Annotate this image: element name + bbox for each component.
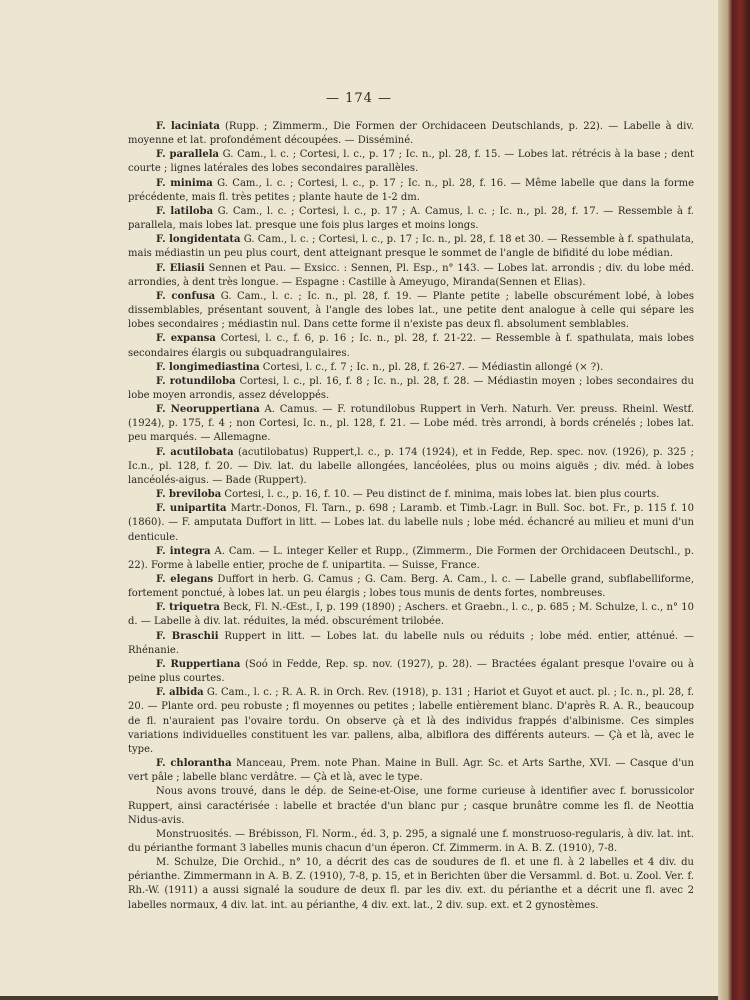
form-name: F. longidentata [156, 234, 241, 246]
form-name: F. acutilobata [156, 446, 234, 458]
entry [128, 686, 694, 757]
page-number: — 174 — [325, 91, 393, 106]
entry [128, 630, 694, 658]
entry [128, 573, 694, 601]
form-name: F. Eliasii [156, 262, 205, 274]
entry [128, 148, 694, 176]
form-name: F. parallela [156, 149, 219, 161]
entry-text: Cortesi, l. c., f. 7 ; Ic. n., pl. 28, f. 26-27. — Médiastin allongé (× ?). [259, 361, 604, 373]
entry [128, 502, 694, 544]
entry-text: A. Cam. — L. integer Keller et Rupp., (Zimmerm., Die Formen der Orchidaceen Deutschl., p. 22). Forme à labelle entier, proche de f. unipartita. — Suisse, France. [128, 545, 694, 571]
entry [128, 120, 694, 148]
entry [128, 233, 694, 261]
entry-text: Sennen et Pau. — Exsicc. : Sennen, Pl. Esp., n° 143. — Lobes lat. arrondis ; div. du lobe méd. arrondies, à dent très longue. — Espagne : Castille à Ameyugo, Miranda(Sennen et Elias). [128, 262, 694, 288]
form-name: F. breviloba [156, 489, 222, 501]
entry-text: (Rupp. ; Zimmerm., Die Formen der Orchidaceen Deutschlands, p. 22). — Labelle à div. moyenne et lat. profondément découpées. — Disséminé. [128, 121, 694, 147]
form-name: F. minima [156, 177, 213, 189]
entry [128, 446, 694, 488]
entry-text: G. Cam., l. c. ; Cortesi, l. c., p. 17 ; Ic. n., pl. 28, f. 16. — Même labelle que dans la forme précédente, mais fl. très petites ; plante haute de 1-2 dm. [128, 177, 694, 203]
entry [128, 177, 694, 205]
form-name: F. rotundiloba [156, 375, 236, 387]
entry-text: A. Camus. — F. rotundilobus Ruppert in Verh. Naturh. Ver. preuss. Rheinl. Westf. (1924), p. 175, f. 4 ; non Cortesi, Ic. n., pl. 128, f. 21. — Lobe méd. très arrondi, à bords crénelés ; lobes lat. peu marqués. — Allemagne. [128, 404, 695, 444]
entry-text: Beck, Fl. N.-Œst., I, p. 199 (1890) ; Aschers. et Graebn., l. c., p. 685 ; M. Schulze, l. c., n° 10 d. — Labelle à div. lat. réduites, la méd. obscurément trilobée. [128, 602, 694, 628]
form-name: F. albida [156, 687, 204, 699]
entry [128, 205, 694, 233]
entry [128, 332, 694, 360]
entry-text: G. Cam., l. c. ; Cortesi, l. c., p. 17 ; Ic. n., pl. 28, f. 18 et 30. — Ressemble à f. spathulata, mais médiastin un peu plus court, dent atteignant presque le sommet de l'angle de bifidité du lobe médian. [128, 234, 694, 260]
entry [128, 545, 694, 573]
entry-text: (acutilobatus) Ruppert,l. c., p. 174 (1924), et in Fedde, Rep. spec. nov. (1926), p. 325 ; Ic.n., pl. 128, f. 20. — Div. lat. du labelle allongées, lancéolées, plus ou moins aiguës ; div. méd. à lobes lancéolés-aigus. — Bade (Ruppert). [128, 446, 694, 486]
page-text [128, 120, 694, 913]
entry-text: G. Cam., l. c. ; Ic. n., pl. 28, f. 19. — Plante petite ; labelle obscurément lobé, à lobes dissemblables, présentant souvent, à l'angle des lobes lat., une petite dent analogue à celle qui sépare les lobes secondaires ; médiastin nul. Dans cette forme il n'existe pas deux fl. absolument semblables. [128, 290, 694, 331]
entry [128, 290, 694, 332]
entry-text: G. Cam., l. c. ; Cortesi, l. c., p. 17 ; A. Camus, l. c. ; Ic. n., pl. 28, f. 17. — Ressemble à f. parallela, mais lobes lat. presque une fois plus larges et moins longs. [128, 205, 694, 232]
book-edge [718, 0, 750, 1000]
form-name: F. chlorantha [156, 758, 232, 770]
form-name: F. integra [156, 545, 211, 557]
paragraph: Monstruosités. — Brébisson, Fl. Norm., éd. 3, p. 295, a signalé une f. monstruoso-regularis, à div. lat. int. du périanthe formant 3 labelles munis chacun d'un éperon. Cf. Zimmerm. in A. B. Z. (1910), 7-8. [128, 828, 694, 854]
entry-text: Ruppert in litt. — Lobes lat. du labelle nuls ou réduits ; lobe méd. entier, atténué. — Rhénanie. [128, 630, 694, 656]
entry-text: Cortesi, l. c., f. 6, p. 16 ; Ic. n., pl. 28, f. 21-22. — Ressemble à f. spathulata, mais lobes secondaires élargis ou subquadrangulaires. [128, 333, 694, 359]
entry [128, 361, 694, 375]
form-name: F. latiloba [156, 205, 214, 217]
entry-text: Martr.-Donos, Fl. Tarn., p. 698 ; Laramb. et Timb.-Lagr. in Bull. Soc. bot. Fr., p. 115 f. 10 (1860). — F. amputata Duffort in litt. — Lobes lat. du labelle nuls ; lobe méd. échancré au milieu et muni d'un denticule. [128, 503, 694, 543]
form-name: F. confusa [156, 290, 216, 302]
form-name: F. Ruppertiana [156, 658, 241, 670]
entry-text: (Soó in Fedde, Rep. sp. nov. (1927), p. 28). — Bractées égalant presque l'ovaire ou à peine plus courtes. [128, 658, 694, 685]
form-name: F. Neoruppertiana [156, 404, 260, 416]
entry-text: Cortesi, l. c., p. 16, f. 10. — Peu distinct de f. minima, mais lobes lat. bien plus courts. [221, 489, 660, 501]
paragraph: Nous avons trouvé, dans le dép. de Seine-et-Oise, une forme curieuse à identifier avec f. borussicolor Ruppert, ainsi caractérisée : labelle et bractée d'un blanc pur ; casque brunâtre comme les fl. de Neottia Nidus-avis. [128, 786, 694, 826]
entry [128, 601, 694, 629]
form-name: F. triquetra [156, 602, 220, 614]
entry [128, 262, 694, 290]
entry [128, 375, 694, 403]
entry-text: Cortesi, l. c., pl. 16, f. 8 ; Ic. n., pl. 28, f. 28. — Médiastin moyen ; lobes secondaires du lobe moyen arrondis, assez développés. [128, 375, 694, 401]
form-name: F. expansa [156, 333, 216, 345]
entry-text: G. Cam., l. c. ; R. A. R. in Orch. Rev. (1918), p. 131 ; Hariot et Guyot et auct. pl. ; Ic. n., pl. 28, f. 20. — Plante ord. peu robuste ; fl moyennes ou petites ; labelle entièrement blanc. D'après R. A. R., beaucoup de fl. n'auraient pas l'ovaire tordu. On observe çà et là des individus frappés d'albinisme. Ces simples variations individuelles constituent les var. pallens, alba, albiflora des différents auteurs. — Çà et là, avec le type. [128, 687, 694, 755]
entry-text: Duffort in herb. G. Camus ; G. Cam. Berg. A. Cam., l. c. — Labelle grand, subflabelliforme, fortement ponctué, à lobes lat. un peu élargis ; lobes tous munis de dents fortes, nombreuses. [128, 574, 694, 600]
entry [128, 488, 694, 502]
entry [128, 757, 694, 785]
form-name: F. unipartita [156, 503, 227, 515]
entry-text: G. Cam., l. c. ; Cortesi, l. c., p. 17 ; Ic. n., pl. 28, f. 15. — Lobes lat. rétrécis à la base ; dent courte ; lignes latérales des lobes secondaires parallèles. [128, 149, 694, 175]
entry [128, 403, 694, 445]
entry-text: Manceau, Prem. note Phan. Maine in Bull. Agr. Sc. et Arts Sarthe, XVI. — Casque d'un vert pâle ; labelle blanc verdâtre. — Çà et là, avec le type. [128, 758, 695, 784]
form-name: F. Braschii [156, 630, 219, 642]
form-name: F. elegans [156, 574, 214, 585]
form-name: F. longimediastina [156, 361, 260, 373]
paragraph: M. Schulze, Die Orchid., n° 10, a décrit des cas de soudures de fl. et une fl. à 2 labelles et 4 div. du périanthe. Zimmermann in A. B. Z. (1910), 7-8, p. 15, et in Berichten über die Versamml. d. Bot. u. Zool. Ver. f. Rh.-W. (1911) a aussi signalé la soudure de deux fl. par les div. ext. du périanthe et a décrit une fl. avec 2 labelles normaux, 4 div. lat. int. au périanthe, 4 div. ext. lat., 2 div. sup. ext. et 2 gynostèmes. [128, 857, 694, 911]
entry [128, 658, 694, 686]
form-name: F. laciniata [156, 121, 220, 132]
